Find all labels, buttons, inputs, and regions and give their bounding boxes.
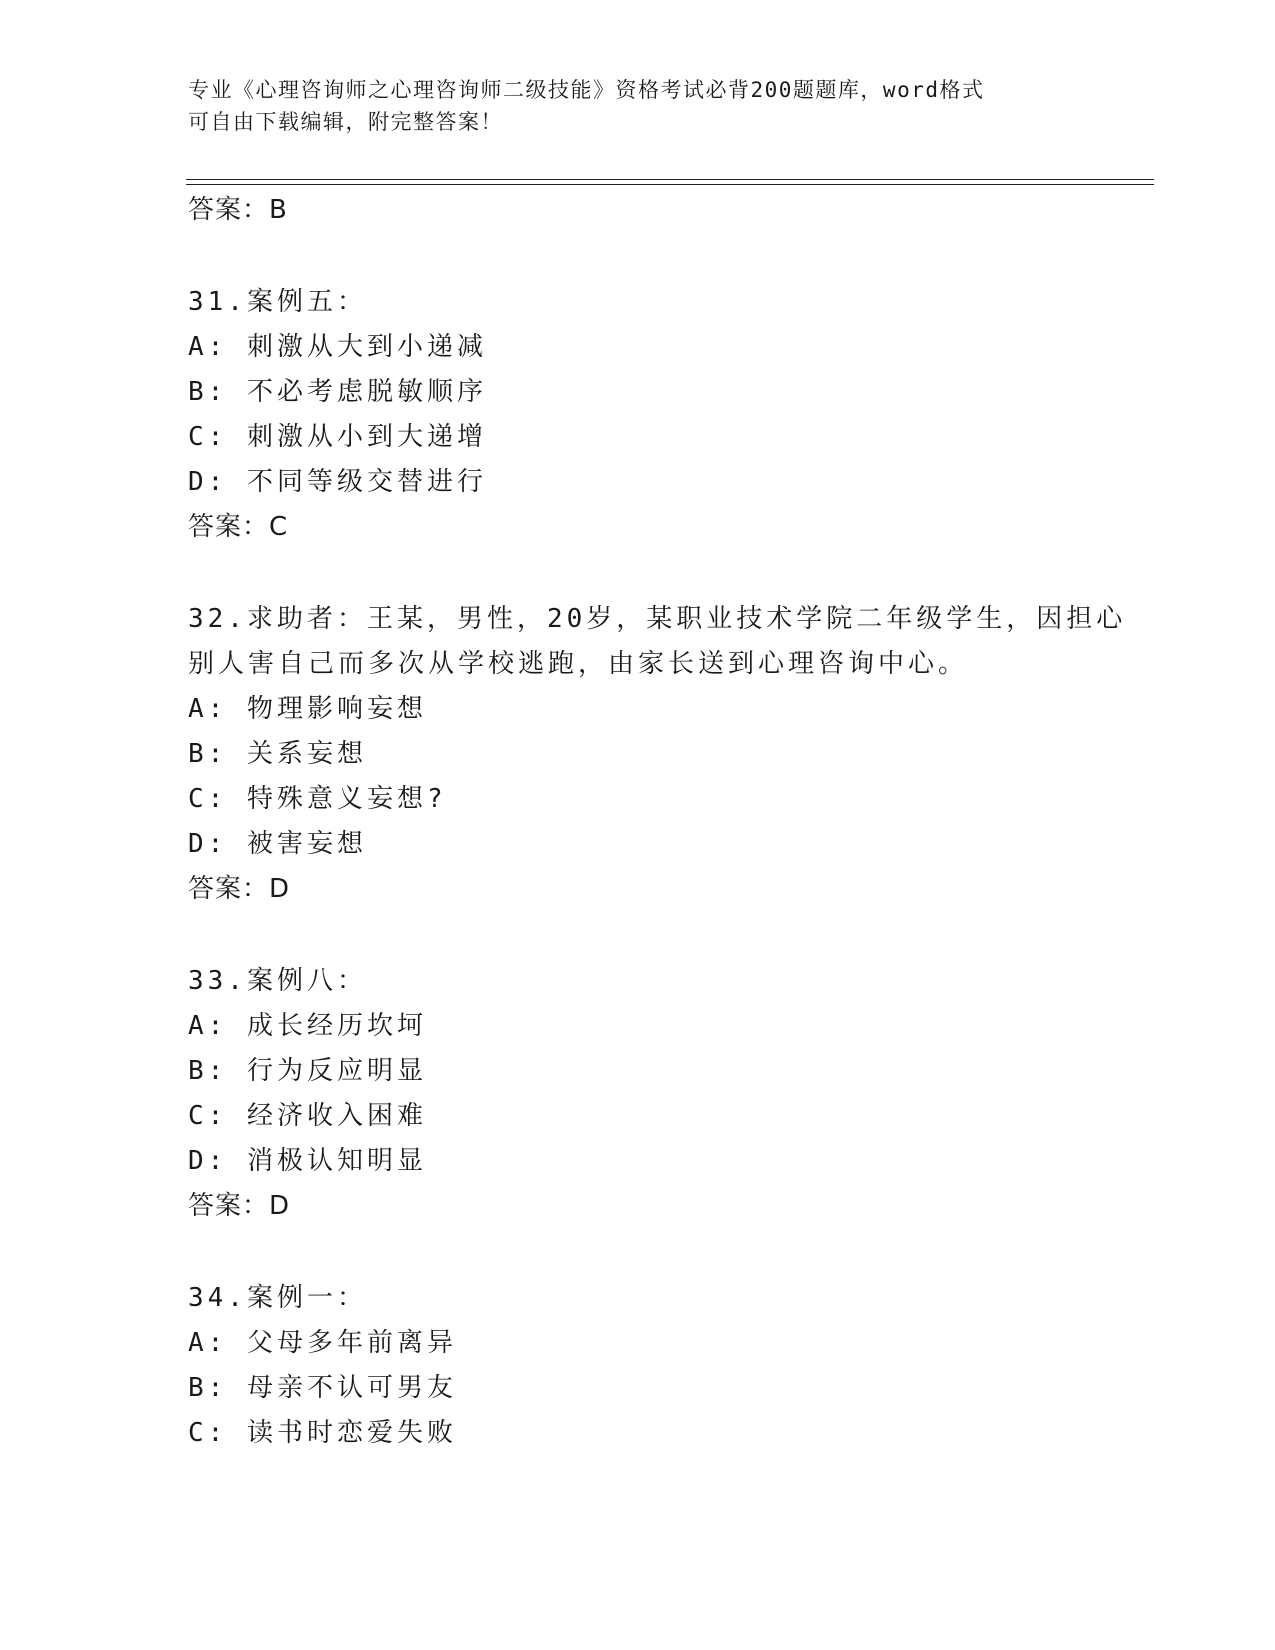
answer-line: 答案：C bbox=[188, 512, 289, 542]
spacer bbox=[188, 232, 1128, 280]
option-c: C: 刺激从小到大递增 bbox=[188, 422, 487, 452]
option-d: D: 消极认知明显 bbox=[188, 1146, 427, 1176]
question-text bbox=[188, 597, 1128, 687]
answer-line: 答案：D bbox=[188, 874, 291, 904]
question-text-line-1: 32.求助者：王某，男性，20岁，某职业技术学院二年级学生，因担心 bbox=[188, 604, 1127, 634]
answer-line: 答案：B bbox=[188, 195, 288, 225]
answer-line: 答案：D bbox=[188, 1191, 291, 1221]
option-a: A: 父母多年前离异 bbox=[188, 1328, 457, 1358]
option-b: B: 行为反应明显 bbox=[188, 1056, 427, 1086]
question-block bbox=[188, 1276, 1128, 1456]
spacer bbox=[188, 911, 1128, 959]
question-text: 34.案例一： bbox=[188, 1283, 367, 1313]
option-a: A: 成长经历坎坷 bbox=[188, 1011, 427, 1041]
header-line-1: 专业《心理咨询师之心理咨询师二级技能》资格考试必背200题题库，word格式 bbox=[188, 78, 985, 102]
question-text: 31.案例五： bbox=[188, 287, 367, 317]
header-rule-bottom bbox=[186, 184, 1154, 185]
header-rule-top bbox=[186, 179, 1154, 180]
option-d: D: 被害妄想 bbox=[188, 829, 367, 859]
spacer bbox=[188, 1228, 1128, 1276]
question-block bbox=[188, 280, 1128, 549]
document-header bbox=[188, 74, 1088, 138]
option-a: A: 刺激从大到小递减 bbox=[188, 332, 487, 362]
question-block bbox=[188, 959, 1128, 1228]
spacer bbox=[188, 549, 1128, 597]
question-text-line-2: 别人害自己而多次从学校逃跑，由家长送到心理咨询中心。 bbox=[188, 649, 969, 679]
option-c: C: 读书时恋爱失败 bbox=[188, 1418, 457, 1448]
option-d: D: 不同等级交替进行 bbox=[188, 467, 487, 497]
question-block bbox=[188, 597, 1128, 911]
header-line-2: 可自由下载编辑，附完整答案！ bbox=[188, 110, 503, 134]
option-b: B: 不必考虑脱敏顺序 bbox=[188, 377, 487, 407]
option-c: C: 特殊意义妄想? bbox=[188, 784, 447, 814]
question-list bbox=[188, 188, 1128, 1456]
option-b: B: 关系妄想 bbox=[188, 739, 367, 769]
question-text: 33.案例八： bbox=[188, 966, 367, 996]
option-c: C: 经济收入困难 bbox=[188, 1101, 427, 1131]
option-a: A: 物理影响妄想 bbox=[188, 694, 427, 724]
option-b: B: 母亲不认可男友 bbox=[188, 1373, 457, 1403]
